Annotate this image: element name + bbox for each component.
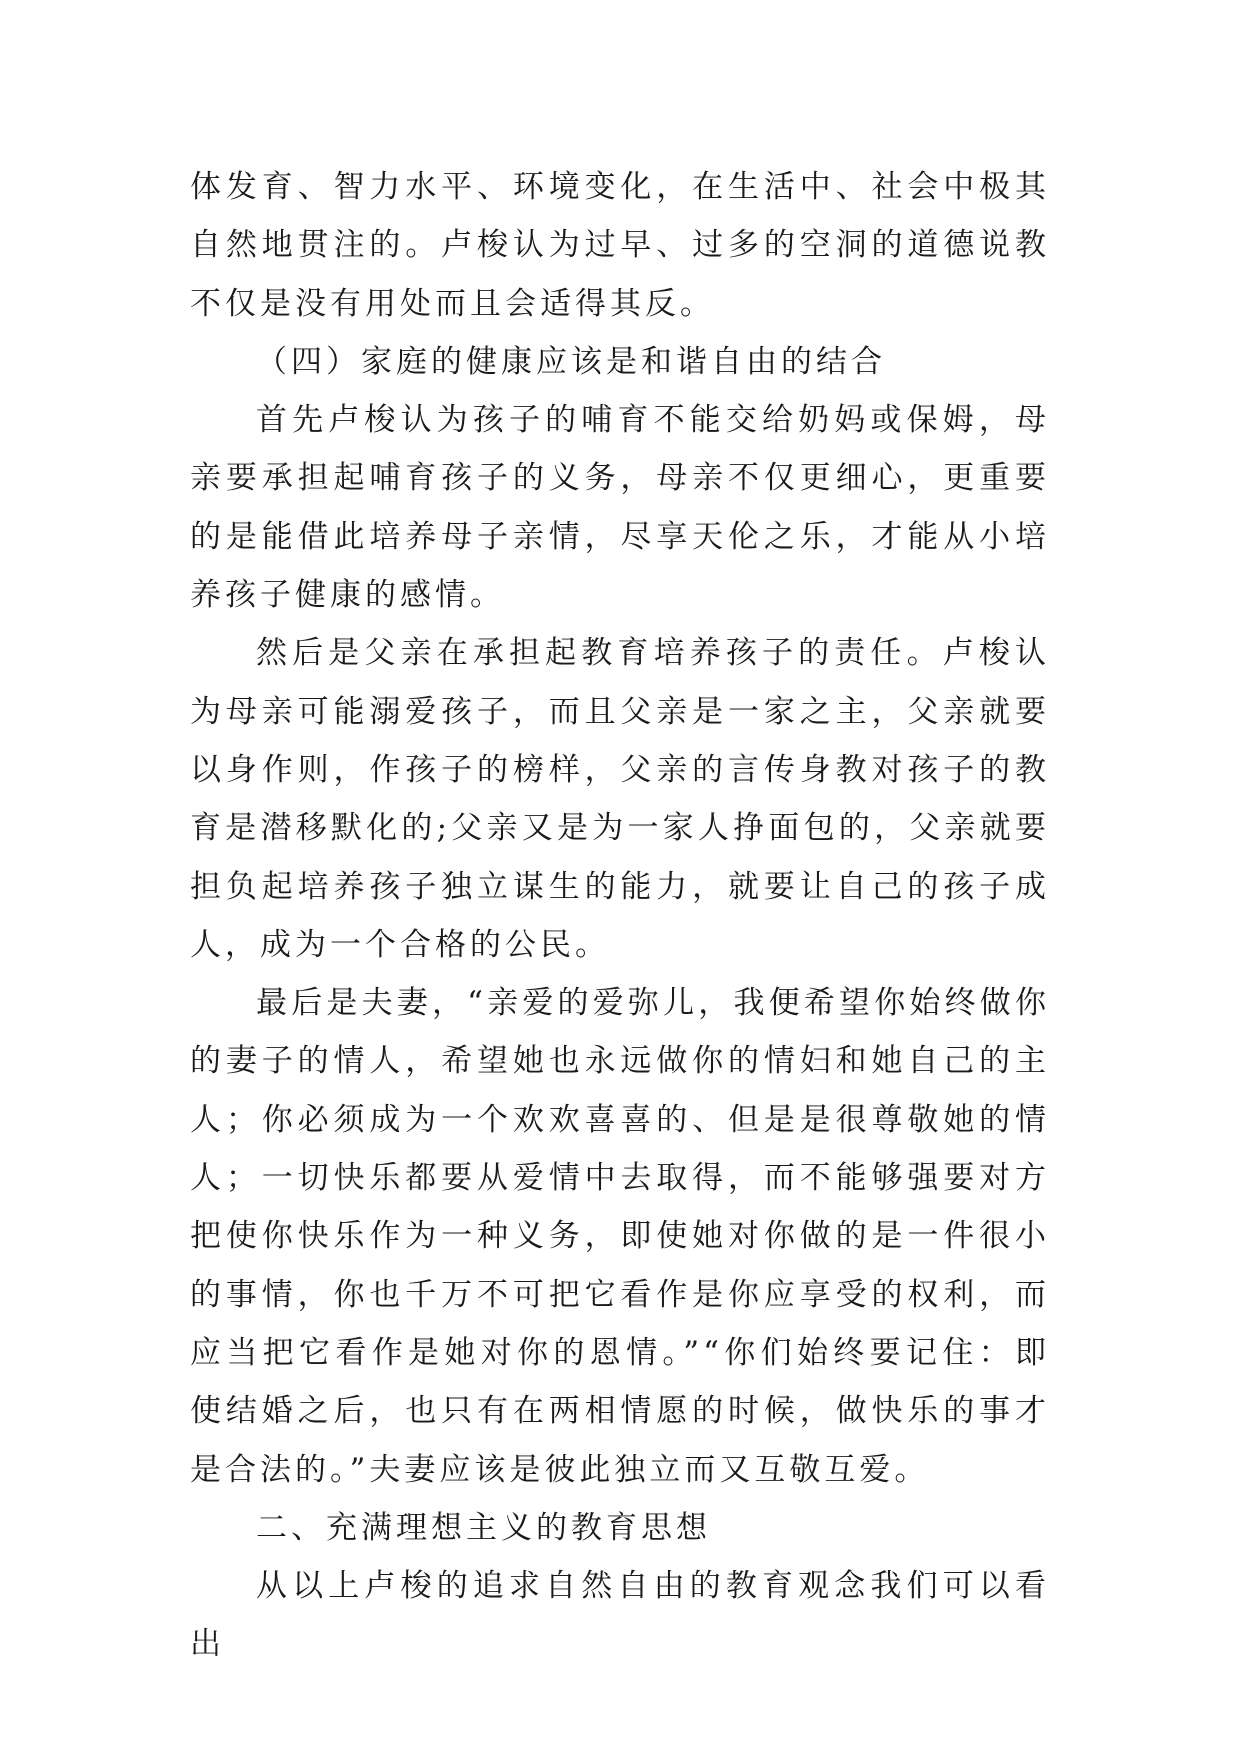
document-body xyxy=(190,158,1050,1674)
paragraph-mother: 首先卢梭认为孩子的哺育不能交给奶妈或保姆，母亲要承担起哺育孩子的义务，母亲不仅更细心，更重要的是能借此培养母子亲情，尽享天伦之乐，才能从小培养孩子健康的感情。 xyxy=(190,402,1050,614)
paragraph-conclusion-start: 从以上卢梭的追求自然自由的教育观念我们可以看出 xyxy=(190,1568,1050,1663)
paragraph-continued: 体发育、智力水平、环境变化，在生活中、社会中极其自然地贯注的。卢梭认为过早、过多的空洞的道德说教不仅是没有用处而且会适得其反。 xyxy=(190,169,1050,322)
section-heading-family-health: （四）家庭的健康应该是和谐自由的结合 xyxy=(256,343,886,380)
paragraph-father: 然后是父亲在承担起教育培养孩子的责任。卢梭认为母亲可能溺爱孩子，而且父亲是一家之主，父亲就要以身作则，作孩子的榜样，父亲的言传身教对孩子的教育是潜移默化的;父亲又是为一家人挣面包的，父亲就要担负起培养孩子独立谋生的能力，就要让自己的孩子成人，成为一个合格的公民。 xyxy=(190,635,1050,963)
section-heading-idealism: 二、充满理想主义的教育思想 xyxy=(256,1509,711,1546)
paragraph-couple: 最后是夫妻，“亲爱的爱弥儿，我便希望你始终做你的妻子的情人，希望她也永远做你的情妇和她自己的主人；你必须成为一个欢欢喜喜的、但是是很尊敬她的情人；一切快乐都要从爱情中去取得，而不能够强要对方把使你快乐作为一种义务，即使她对你做的是一件很小的事情，你也千万不可把它看作是你应享受的权利，而应当把它看作是她对你的恩情。”“你们始终要记住：即使结婚之后，也只有在两相情愿的时候，做快乐的事才是合法的。”夫妻应该是彼此独立而又互敬互爱。 xyxy=(190,985,1050,1488)
